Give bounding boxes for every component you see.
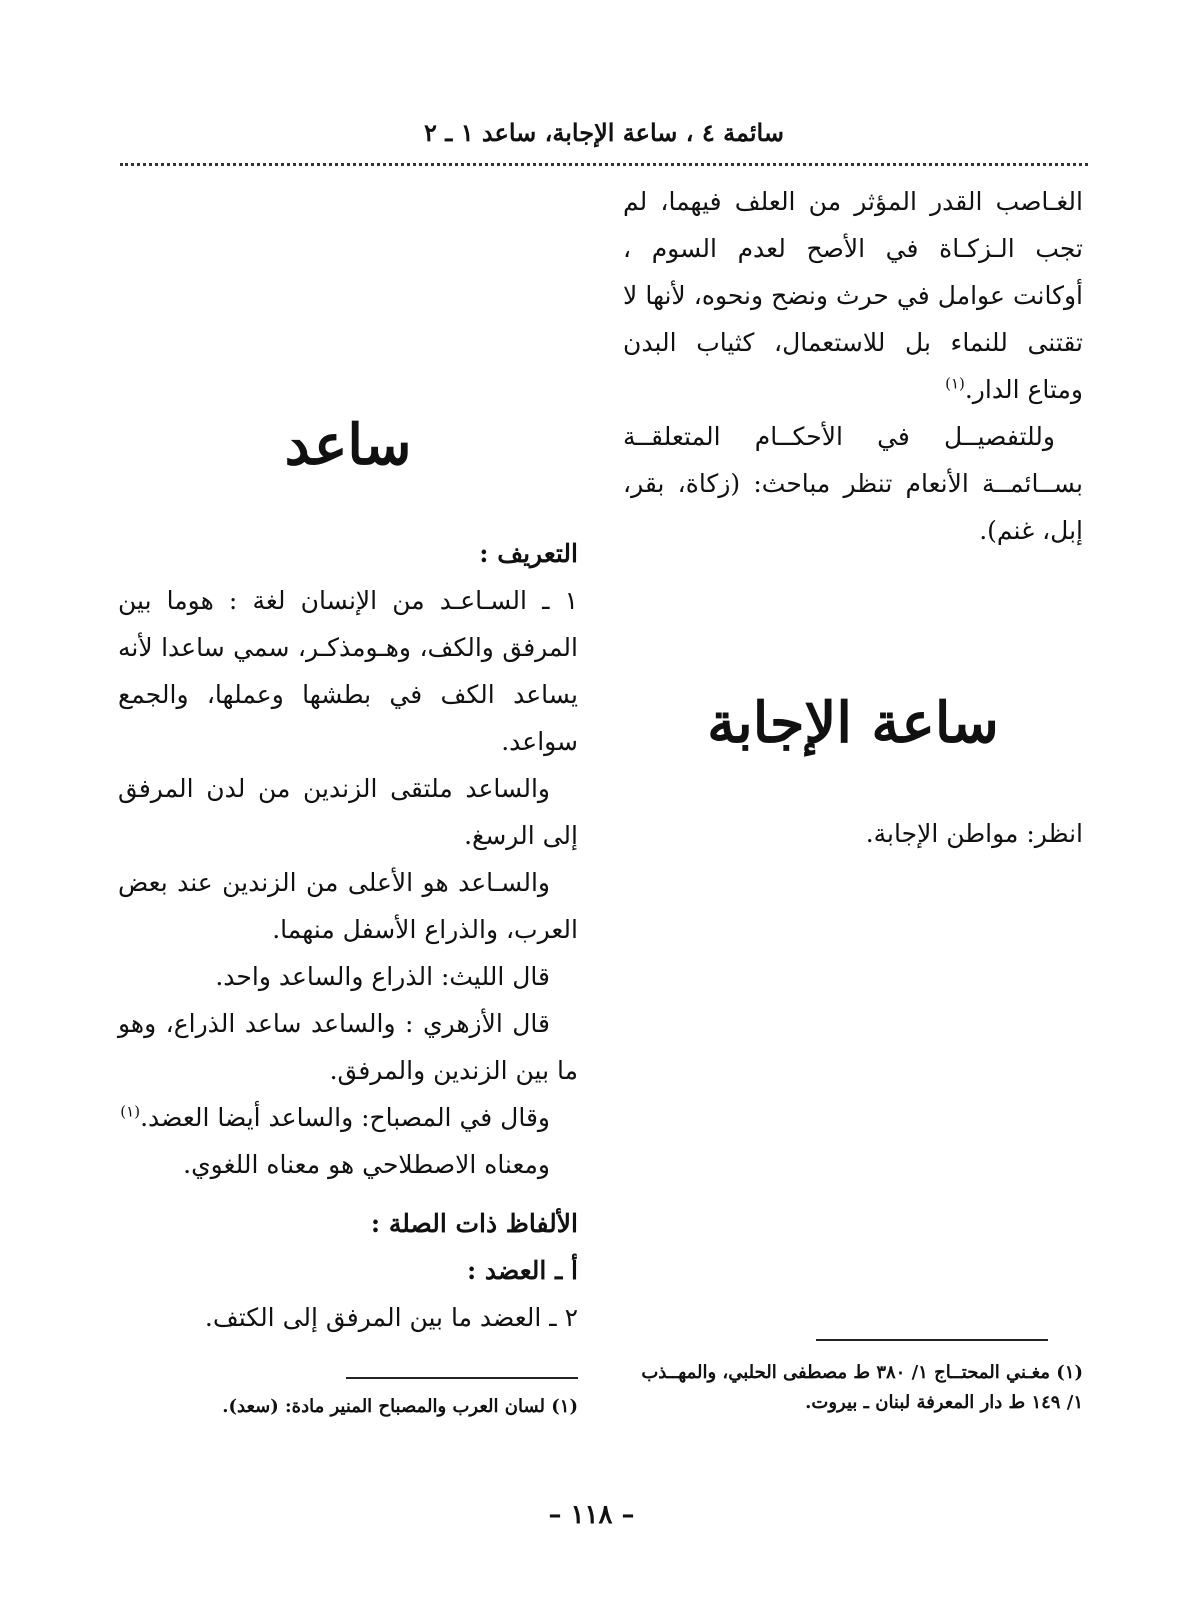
footnote-ref: (١) (945, 374, 965, 393)
footnote-ref: (١) (120, 1102, 141, 1121)
definition-paragraph-5: قال الأزهري : والساعد ساعد الذراع، وهو ما بين الزندين والمرفق. (118, 1009, 578, 1085)
definition-paragraph-3: والسـاعد هو الأعلى من الزندين عند بعض العرب، والذراع الأسفل منهما. (118, 868, 578, 944)
left-column-body (118, 530, 578, 1188)
entry-title-saed: ساعد (284, 412, 412, 478)
entry-title-saat-al-ijaba: ساعة الإجابة (707, 690, 999, 756)
page-number: – ١١٨ – (548, 1500, 635, 1530)
continued-paragraph: الغـاصب القدر المؤثر من العلف فيهما، لم تجب الـزكـاة في الأصح لعدم السوم ، أوكانت عوامل في حرث ونضح ونحوه، لأنها لا تقتنى للنماء بل للاستعمال، كثياب البدن ومتاع الدار. (623, 187, 1083, 404)
related-terms-heading: الألفاظ ذات الصلة : (370, 1209, 578, 1238)
sub-heading-adud: أ ـ العضد : (466, 1256, 578, 1285)
definition-paragraph-6: وقال في المصباح: والساعد أيضا العضد. (140, 1103, 550, 1132)
right-column-continued-text (623, 178, 1083, 554)
definition-heading: التعريف : (479, 539, 578, 568)
related-terms-section (118, 1200, 578, 1341)
related-paragraph: ٢ ـ العضد ما بين المرفق إلى الكتف. (204, 1303, 578, 1332)
definition-paragraph-2: والساعد ملتقى الزندين من لدن المرفق إلى الرسغ. (118, 774, 578, 850)
left-footnote: (١) لسان العرب والمصباح المنير مادة: (سعد). (222, 1396, 578, 1417)
right-footnote: (١) مغـني المحتــاج ١/ ٣٨٠ ط مصطفى الحلبي، والمهــذب ١/ ١٤٩ ط دار المعرفة لبنان ـ بيروت. (641, 1362, 1083, 1413)
right-footnote-divider (816, 1339, 1048, 1341)
entry-see-reference: انظر: مواطن الإجابة. (865, 819, 1083, 848)
definition-paragraph-7: ومعناه الاصطلاحي هو معناه اللغوي. (183, 1150, 550, 1179)
definition-paragraph-4: قال الليث: الذراع والساعد واحد. (215, 962, 550, 991)
left-footnote-divider (346, 1377, 578, 1379)
details-paragraph: وللتفصيــل في الأحكــام المتعلقــة بســائمــة الأنعام تنظر مباحث: (زكاة، بقر، إبل، غنم). (623, 422, 1083, 545)
definition-paragraph-1: ١ ـ السـاعـد من الإنسان لغة : هوما بين المرفق والكف، وهـومذكـر، سمي ساعدا لأنه يساعد الكف في بطشها وعملها، والجمع سواعد. (118, 586, 578, 756)
running-header: سائمة ٤ ، ساعة الإجابة، ساعد ١ ـ ٢ (424, 118, 784, 147)
header-dotted-divider (120, 163, 1088, 166)
